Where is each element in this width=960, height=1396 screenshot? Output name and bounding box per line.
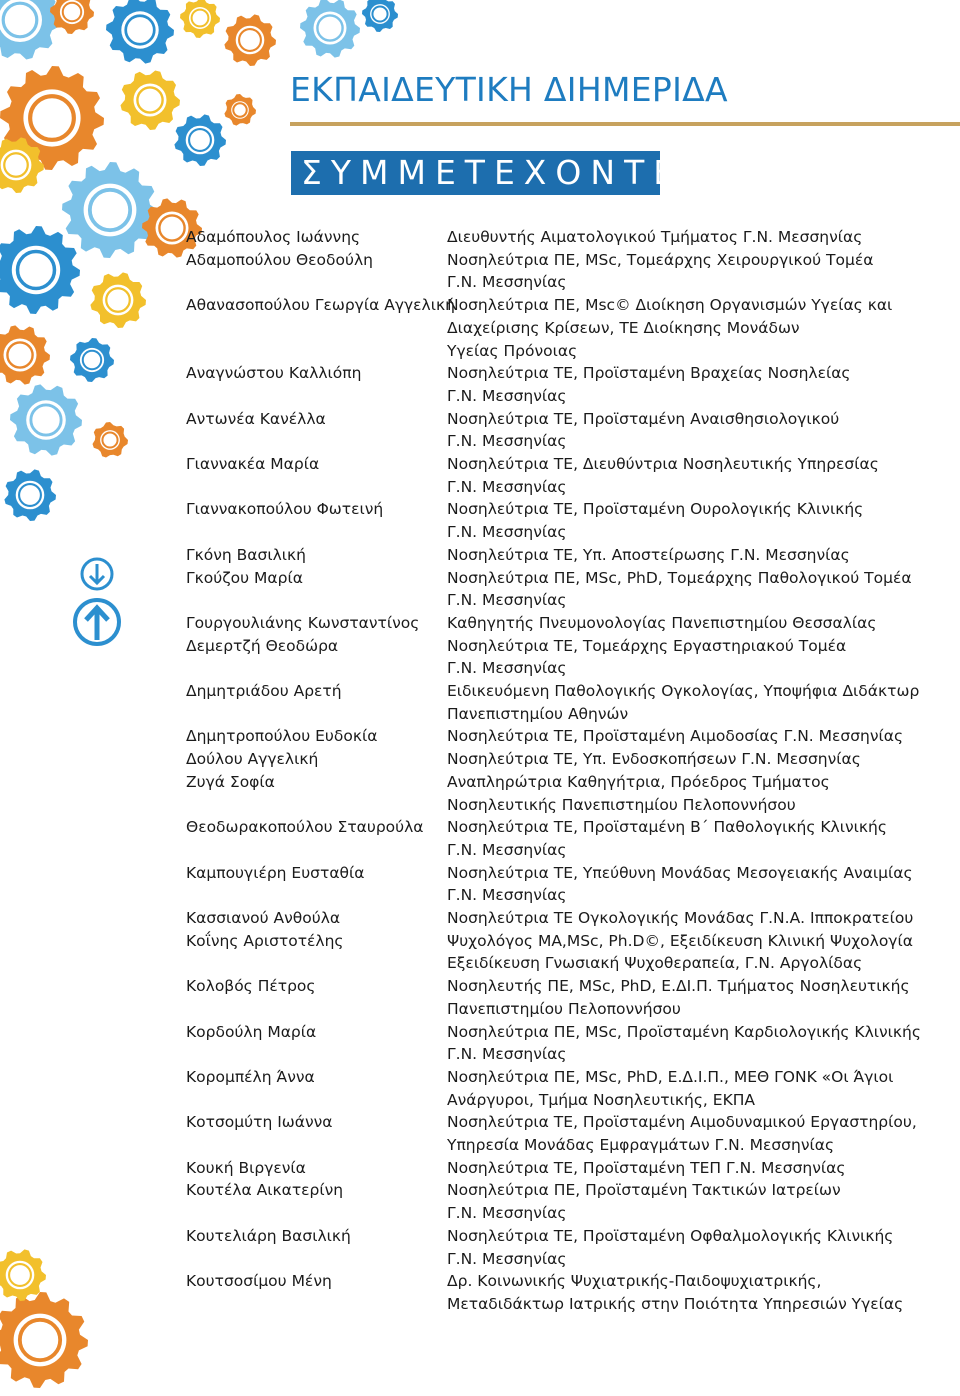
participant-role: Γ.Ν. Μεσσηνίας bbox=[447, 1045, 567, 1064]
participant-role: Υγείας Πρόνοιας bbox=[447, 341, 578, 360]
participant-role: Γ.Ν. Μεσσηνίας bbox=[447, 386, 567, 405]
participant-name: Καμπουγιέρη Ευσταθία bbox=[186, 863, 365, 882]
section-banner: ΣΥΜΜΕΤΕΧΟΝΤΕΣ bbox=[291, 151, 660, 195]
participant-name: Κουτέλα Αικατερίνη bbox=[186, 1181, 344, 1200]
participant-role: Πανεπιστημίου Πελοποννήσου bbox=[447, 999, 681, 1018]
participant-name: Κουτελιάρη Βασιλική bbox=[186, 1226, 351, 1245]
participant-name: Κοΐνης Αριστοτέλης bbox=[186, 931, 344, 950]
participant-role: Ψυχολόγος ΜΑ,MSc, Ph.D©, Εξειδίκευση Κλινική Ψυχολογία bbox=[447, 931, 913, 950]
participant-name: Γιαννακέα Μαρία bbox=[186, 455, 320, 473]
participant-name: Αθανασοπούλου Γεωργία Αγγελική bbox=[186, 296, 455, 315]
participant-role: Νοσηλευτής ΠΕ, MSc, PhD, Ε.ΔΙ.Π. Τμήματος Νοσηλευτικής bbox=[447, 977, 910, 996]
participant-role: Νοσηλεύτρια ΤΕ Ογκολογικής Μονάδας Γ.Ν.Α. Ιπποκρατείου bbox=[447, 909, 914, 927]
participant-name: Δούλου Αγγελική bbox=[186, 750, 319, 769]
participant-name: Γκόνη Βασιλική bbox=[186, 545, 306, 564]
participant-role: Ειδικευόμενη Παθολογικής Ογκολογίας, Υποψήφια Διδάκτωρ bbox=[447, 682, 920, 700]
participant-role: Νοσηλευτικής Πανεπιστημίου Πελοποννήσου bbox=[447, 795, 796, 814]
participant-name: Κολοβός Πέτρος bbox=[186, 977, 316, 996]
participant-name: Κουκή Βιργενία bbox=[186, 1158, 306, 1177]
participant-name: Γκούζου Μαρία bbox=[186, 568, 303, 587]
participant-role: Νοσηλεύτρια ΤΕ, Υπ. Αποστείρωσης Γ.Ν. Μεσσηνίας bbox=[447, 545, 850, 564]
participant-role: Γ.Ν. Μεσσηνίας bbox=[447, 659, 567, 678]
participant-role: Νοσηλεύτρια ΤΕ, Προϊσταμένη Βραχείας Νοσηλείας bbox=[447, 364, 851, 383]
participant-role: Ανάργυροι, Τμήμα Νοσηλευτικής, ΕΚΠΑ bbox=[447, 1090, 755, 1109]
participant-role: Νοσηλεύτρια ΤΕ, Προϊσταμένη ΤΕΠ Γ.Ν. Μεσσηνίας bbox=[447, 1158, 846, 1177]
participant-role: Γ.Ν. Μεσσηνίας bbox=[447, 1204, 567, 1223]
participant-role: Νοσηλεύτρια ΠΕ, Προϊσταμένη Τακτικών Ιατρείων bbox=[447, 1181, 841, 1200]
participant-role: Νοσηλεύτρια ΠΕ, MSc, Προϊσταμένη Καρδιολογικής Κλινικής bbox=[447, 1022, 921, 1041]
participant-role: Νοσηλεύτρια ΤΕ, Προϊσταμένη Αναισθησιολογικού bbox=[447, 409, 840, 428]
participant-role: Νοσηλεύτρια ΤΕ, Υπεύθυνη Μονάδας Μεσογειακής Αναιμίας bbox=[447, 863, 913, 882]
participant-name: Κασσιανού Ανθούλα bbox=[186, 909, 341, 927]
participant-name: Γουργουλιάνης Κωνσταντίνος bbox=[186, 613, 420, 632]
participant-role: Πανεπιστημίου Αθηνών bbox=[447, 704, 629, 723]
participant-role: Δρ. Κοινωνικής Ψυχιατρικής-Παιδοψυχιατρικής, bbox=[447, 1272, 822, 1291]
participant-name: Κορδούλη Μαρία bbox=[186, 1022, 317, 1041]
participant-name: Αναγνώστου Καλλιόπη bbox=[186, 364, 362, 383]
participant-role: Νοσηλεύτρια ΠΕ, MSc, PhD, Ε.Δ.Ι.Π., ΜΕΘ ΓΟΝΚ «Οι Άγιοι bbox=[447, 1067, 894, 1086]
participant-role: Νοσηλεύτρια ΤΕ, Διευθύντρια Νοσηλευτικής Υπηρεσίας bbox=[447, 455, 879, 473]
participant-role: Νοσηλεύτρια ΤΕ, Προϊσταμένη Οφθαλμολογικής Κλινικής bbox=[447, 1226, 894, 1245]
participant-role: Νοσηλεύτρια ΤΕ, Υπ. Ενδοσκοπήσεων Γ.Ν. Μεσσηνίας bbox=[447, 750, 861, 769]
participant-name: Κορομπέλη Άννα bbox=[186, 1067, 315, 1086]
participant-role: Γ.Ν. Μεσσηνίας bbox=[447, 591, 567, 610]
participant-role: Νοσηλεύτρια ΤΕ, Τομεάρχης Εργαστηριακού Τομέα bbox=[447, 636, 847, 655]
participant-name: Δεμερτζή Θεοδώρα bbox=[186, 636, 339, 655]
participant-role: Διαχείρισης Κρίσεων, ΤΕ Διοίκησης Μονάδων bbox=[447, 318, 800, 337]
page-number: 8 bbox=[43, 1338, 55, 1358]
participant-role: Νοσηλεύτρια ΤΕ, Προϊσταμένη Αιμοδυναμικού Εργαστηρίου, bbox=[447, 1113, 917, 1132]
participant-role: Γ.Ν. Μεσσηνίας bbox=[447, 432, 567, 451]
participant-role: Γ.Ν. Μεσσηνίας bbox=[447, 273, 567, 292]
participant-role: Νοσηλεύτρια ΠΕ, MSc, PhD, Τομεάρχης Παθολογικού Τομέα bbox=[447, 568, 912, 587]
participant-role: Νοσηλεύτρια ΤΕ, Προϊσταμένη Αιμοδοσίας Γ.Ν. Μεσσηνίας bbox=[447, 727, 904, 746]
participant-role: Υπηρεσία Μονάδας Εμφραγμάτων Γ.Ν. Μεσσηνίας bbox=[447, 1136, 835, 1154]
participant-name: Κουτσοσίμου Μένη bbox=[186, 1272, 332, 1291]
participant-role: Γ.Ν. Μεσσηνίας bbox=[447, 523, 567, 542]
participant-name: Δημητροπούλου Ευδοκία bbox=[186, 727, 378, 746]
participant-role: Νοσηλεύτρια ΤΕ, Προϊσταμένη Β΄ Παθολογικής Κλινικής bbox=[447, 818, 887, 837]
participant-role: Διευθυντής Αιματολογικού Τμήματος Γ.Ν. Μεσσηνίας bbox=[447, 228, 863, 246]
participant-name: Αδαμοπούλου Θεοδούλη bbox=[186, 250, 373, 269]
participant-role: Γ.Ν. Μεσσηνίας bbox=[447, 477, 567, 496]
participant-role: Καθηγητής Πνευμονολογίας Πανεπιστημίου Θεσσαλίας bbox=[447, 613, 877, 632]
participant-name: Δημητριάδου Αρετή bbox=[186, 682, 342, 700]
participant-role: Γ.Ν. Μεσσηνίας bbox=[447, 1249, 567, 1268]
participant-role: Εξειδίκευση Γνωσιακή Ψυχοθεραπεία, Γ.Ν. Αργολίδας bbox=[447, 954, 863, 973]
participant-name: Αδαμόπουλος Ιωάννης bbox=[186, 228, 361, 246]
participant-name: Θεοδωρακοπούλου Σταυρούλα bbox=[186, 818, 424, 837]
participant-name: Κοτσομύτη Ιωάννα bbox=[186, 1113, 333, 1132]
participant-role: Νοσηλεύτρια ΠΕ, MSc, Τομεάρχης Χειρουργικού Τομέα bbox=[447, 250, 874, 269]
participant-name: Αντωνέα Κανέλλα bbox=[186, 409, 326, 428]
participant-role: Αναπληρώτρια Καθηγήτρια, Πρόεδρος Τμήματος bbox=[447, 772, 830, 791]
participant-role: Μεταδιδάκτωρ Ιατρικής στην Ποιότητα Υπηρεσιών Υγείας bbox=[447, 1294, 904, 1313]
participant-name: Ζυγά Σοφία bbox=[186, 772, 275, 791]
participant-role: Νοσηλεύτρια ΤΕ, Προϊσταμένη Ουρολογικής Κλινικής bbox=[447, 500, 864, 519]
participant-name: Γιαννακοπούλου Φωτεινή bbox=[186, 500, 384, 519]
participant-role: Γ.Ν. Μεσσηνίας bbox=[447, 886, 567, 905]
participant-role: Νοσηλεύτρια ΠΕ, Msc© Διοίκηση Οργανισμών Υγείας και bbox=[447, 296, 893, 315]
participant-role: Γ.Ν. Μεσσηνίας bbox=[447, 840, 567, 859]
page-title: ΕΚΠΑΙΔΕΥΤΙΚΗ ΔΙΗΜΕΡΙΔΑ bbox=[290, 70, 728, 109]
